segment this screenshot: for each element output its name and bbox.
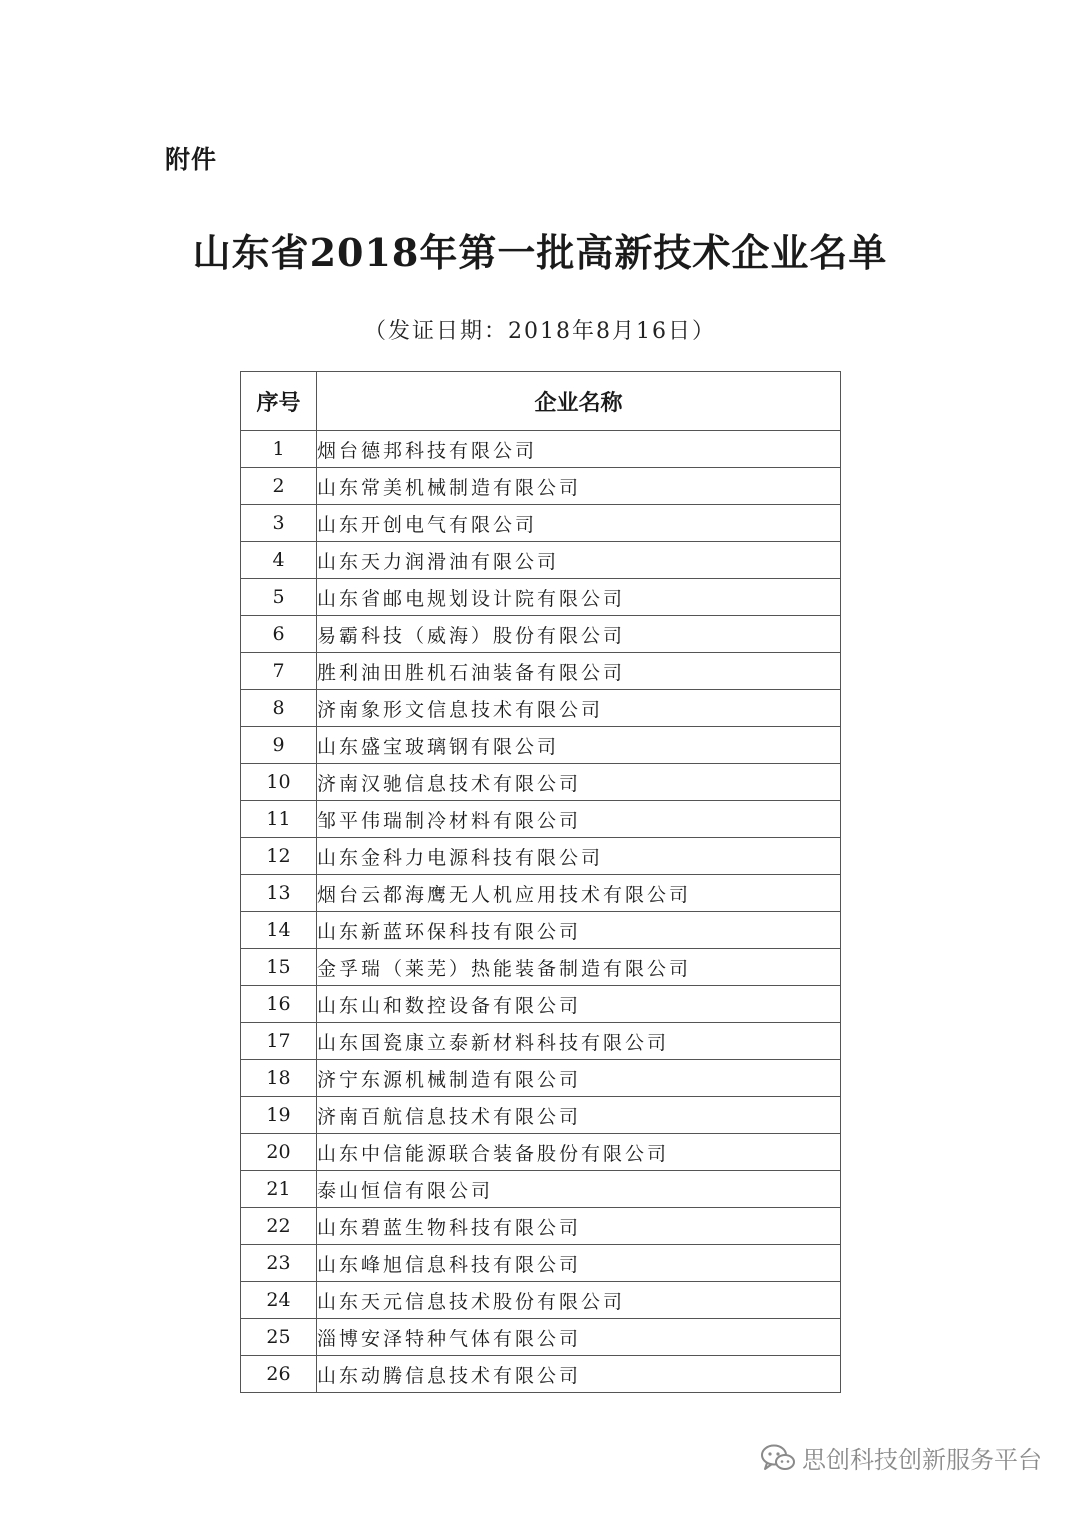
row-enterprise-name: 烟台德邦科技有限公司 — [317, 431, 841, 468]
wechat-icon — [760, 1443, 796, 1473]
watermark-text: 思创科技创新服务平台 — [802, 1446, 1042, 1474]
row-enterprise-name: 胜利油田胜机石油装备有限公司 — [317, 653, 841, 690]
row-enterprise-name: 易霸科技（威海）股份有限公司 — [317, 616, 841, 653]
row-serial: 9 — [241, 727, 317, 764]
row-enterprise-name: 山东国瓷康立泰新材料科技有限公司 — [317, 1023, 841, 1060]
row-enterprise-name: 山东常美机械制造有限公司 — [317, 468, 841, 505]
table-header-row — [241, 372, 841, 431]
row-enterprise-name: 山东天元信息技术股份有限公司 — [317, 1282, 841, 1319]
row-serial: 4 — [241, 542, 317, 579]
row-enterprise-name: 金孚瑞（莱芜）热能装备制造有限公司 — [317, 949, 841, 986]
row-serial: 10 — [241, 764, 317, 801]
table-row — [241, 542, 841, 579]
header-enterprise-name: 企业名称 — [317, 372, 841, 431]
row-serial: 11 — [241, 801, 317, 838]
row-serial: 19 — [241, 1097, 317, 1134]
table-row — [241, 912, 841, 949]
table-row — [241, 1282, 841, 1319]
row-serial: 24 — [241, 1282, 317, 1319]
table-row — [241, 1023, 841, 1060]
header-serial: 序号 — [241, 372, 317, 431]
row-enterprise-name: 山东省邮电规划设计院有限公司 — [317, 579, 841, 616]
row-enterprise-name: 山东动腾信息技术有限公司 — [317, 1356, 841, 1393]
row-serial: 15 — [241, 949, 317, 986]
table-row — [241, 764, 841, 801]
table-row — [241, 1060, 841, 1097]
row-serial: 7 — [241, 653, 317, 690]
row-enterprise-name: 济南象形文信息技术有限公司 — [317, 690, 841, 727]
issue-date-subtitle: （发证日期：2018年8月16日） — [364, 319, 716, 344]
row-serial: 23 — [241, 1245, 317, 1282]
row-enterprise-name: 山东山和数控设备有限公司 — [317, 986, 841, 1023]
row-serial: 13 — [241, 875, 317, 912]
row-serial: 16 — [241, 986, 317, 1023]
row-enterprise-name: 烟台云都海鹰无人机应用技术有限公司 — [317, 875, 841, 912]
row-serial: 22 — [241, 1208, 317, 1245]
table-row — [241, 801, 841, 838]
row-serial: 14 — [241, 912, 317, 949]
row-serial: 12 — [241, 838, 317, 875]
row-enterprise-name: 济南汉驰信息技术有限公司 — [317, 764, 841, 801]
table-body — [241, 431, 841, 1393]
table-row — [241, 1134, 841, 1171]
table-row — [241, 579, 841, 616]
table-row — [241, 616, 841, 653]
row-serial: 20 — [241, 1134, 317, 1171]
watermark — [760, 1440, 1042, 1475]
table-row — [241, 431, 841, 468]
row-serial: 3 — [241, 505, 317, 542]
row-enterprise-name: 济南百航信息技术有限公司 — [317, 1097, 841, 1134]
table-row — [241, 986, 841, 1023]
row-enterprise-name: 淄博安泽特种气体有限公司 — [317, 1319, 841, 1356]
row-enterprise-name: 山东开创电气有限公司 — [317, 505, 841, 542]
table-row — [241, 727, 841, 764]
row-enterprise-name: 山东盛宝玻璃钢有限公司 — [317, 727, 841, 764]
row-serial: 6 — [241, 616, 317, 653]
row-enterprise-name: 山东金科力电源科技有限公司 — [317, 838, 841, 875]
table-row — [241, 505, 841, 542]
row-serial: 18 — [241, 1060, 317, 1097]
attachment-label: 附件 — [165, 145, 218, 174]
row-serial: 25 — [241, 1319, 317, 1356]
row-serial: 1 — [241, 431, 317, 468]
table-row — [241, 690, 841, 727]
table-row — [241, 653, 841, 690]
table-row — [241, 1356, 841, 1393]
row-enterprise-name: 山东天力润滑油有限公司 — [317, 542, 841, 579]
enterprise-table — [240, 371, 841, 1393]
row-serial: 26 — [241, 1356, 317, 1393]
table-row — [241, 1208, 841, 1245]
row-enterprise-name: 泰山恒信有限公司 — [317, 1171, 841, 1208]
row-enterprise-name: 山东碧蓝生物科技有限公司 — [317, 1208, 841, 1245]
table-row — [241, 838, 841, 875]
table-row — [241, 1097, 841, 1134]
row-serial: 5 — [241, 579, 317, 616]
row-enterprise-name: 济宁东源机械制造有限公司 — [317, 1060, 841, 1097]
row-serial: 17 — [241, 1023, 317, 1060]
document-title: 山东省2018年第一批高新技术企业名单 — [192, 230, 888, 275]
table-row — [241, 1171, 841, 1208]
row-serial: 2 — [241, 468, 317, 505]
table-row — [241, 1319, 841, 1356]
row-serial: 21 — [241, 1171, 317, 1208]
table-row — [241, 1245, 841, 1282]
table-row — [241, 949, 841, 986]
row-enterprise-name: 邹平伟瑞制冷材料有限公司 — [317, 801, 841, 838]
table-row — [241, 468, 841, 505]
row-enterprise-name: 山东中信能源联合装备股份有限公司 — [317, 1134, 841, 1171]
table-row — [241, 875, 841, 912]
row-serial: 8 — [241, 690, 317, 727]
row-enterprise-name: 山东峰旭信息科技有限公司 — [317, 1245, 841, 1282]
row-enterprise-name: 山东新蓝环保科技有限公司 — [317, 912, 841, 949]
